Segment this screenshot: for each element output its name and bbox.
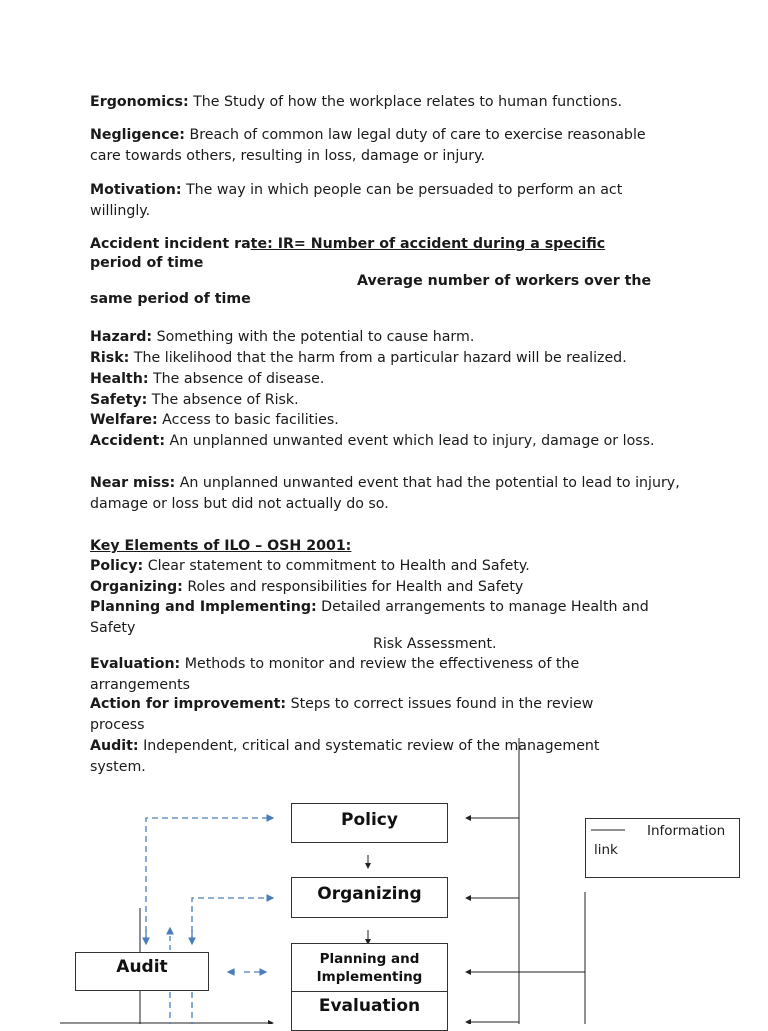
- definition-negligence: Negligence: Breach of common law legal duty of care to exercise reasonable care towards others, resulting in loss, damage or injury.: [90, 127, 646, 164]
- element-action: Action for improvement: Steps to correct issues found in the review process: [90, 696, 594, 733]
- term-accident: Accident: An unplanned unwanted event which lead to injury, damage or loss.: [90, 433, 655, 449]
- term-health: Health: The absence of disease.: [90, 371, 325, 387]
- key-elements-heading: Key Elements of ILO – OSH 2001:: [90, 538, 352, 554]
- term-near-miss: Near miss: An unplanned unwanted event that had the potential to lead to injury, damage or loss but did not actually do so.: [90, 475, 680, 512]
- element-policy: Policy: Clear statement to commitment to Health and Safety.: [90, 558, 530, 574]
- term-risk: Risk: The likelihood that the harm from a particular hazard will be realized.: [90, 350, 627, 366]
- element-audit: Audit: Independent, critical and systematic review of the management system.: [90, 738, 600, 775]
- definition-motivation: Motivation: The way in which people can be persuaded to perform an act willingly.: [90, 182, 623, 219]
- element-evaluation: Evaluation: Methods to monitor and review the effectiveness of the arrangements: [90, 656, 580, 693]
- risk-assessment-note: Risk Assessment.: [373, 636, 497, 652]
- organizing-box: Organizing: [291, 877, 448, 918]
- legend-label-1: Information: [647, 823, 726, 839]
- term-safety: Safety: The absence of Risk.: [90, 392, 299, 408]
- term-hazard: Hazard: Something with the potential to cause harm.: [90, 329, 475, 345]
- policy-box: Policy: [291, 803, 448, 843]
- legend-label-2: link: [594, 842, 618, 858]
- term-welfare: Welfare: Access to basic facilities.: [90, 412, 339, 428]
- element-planning: Planning and Implementing: Detailed arrangements to manage Health and Safety: [90, 599, 649, 636]
- audit-box: Audit: [75, 952, 209, 991]
- element-organizing: Organizing: Roles and responsibilities for Health and Safety: [90, 579, 524, 595]
- definition-ergonomics: Ergonomics: The Study of how the workplace relates to human functions.: [90, 94, 622, 110]
- evaluation-box: Evaluation: [291, 991, 448, 1031]
- planning-box: Planning and Implementing: [291, 943, 448, 992]
- legend-box: [585, 818, 740, 878]
